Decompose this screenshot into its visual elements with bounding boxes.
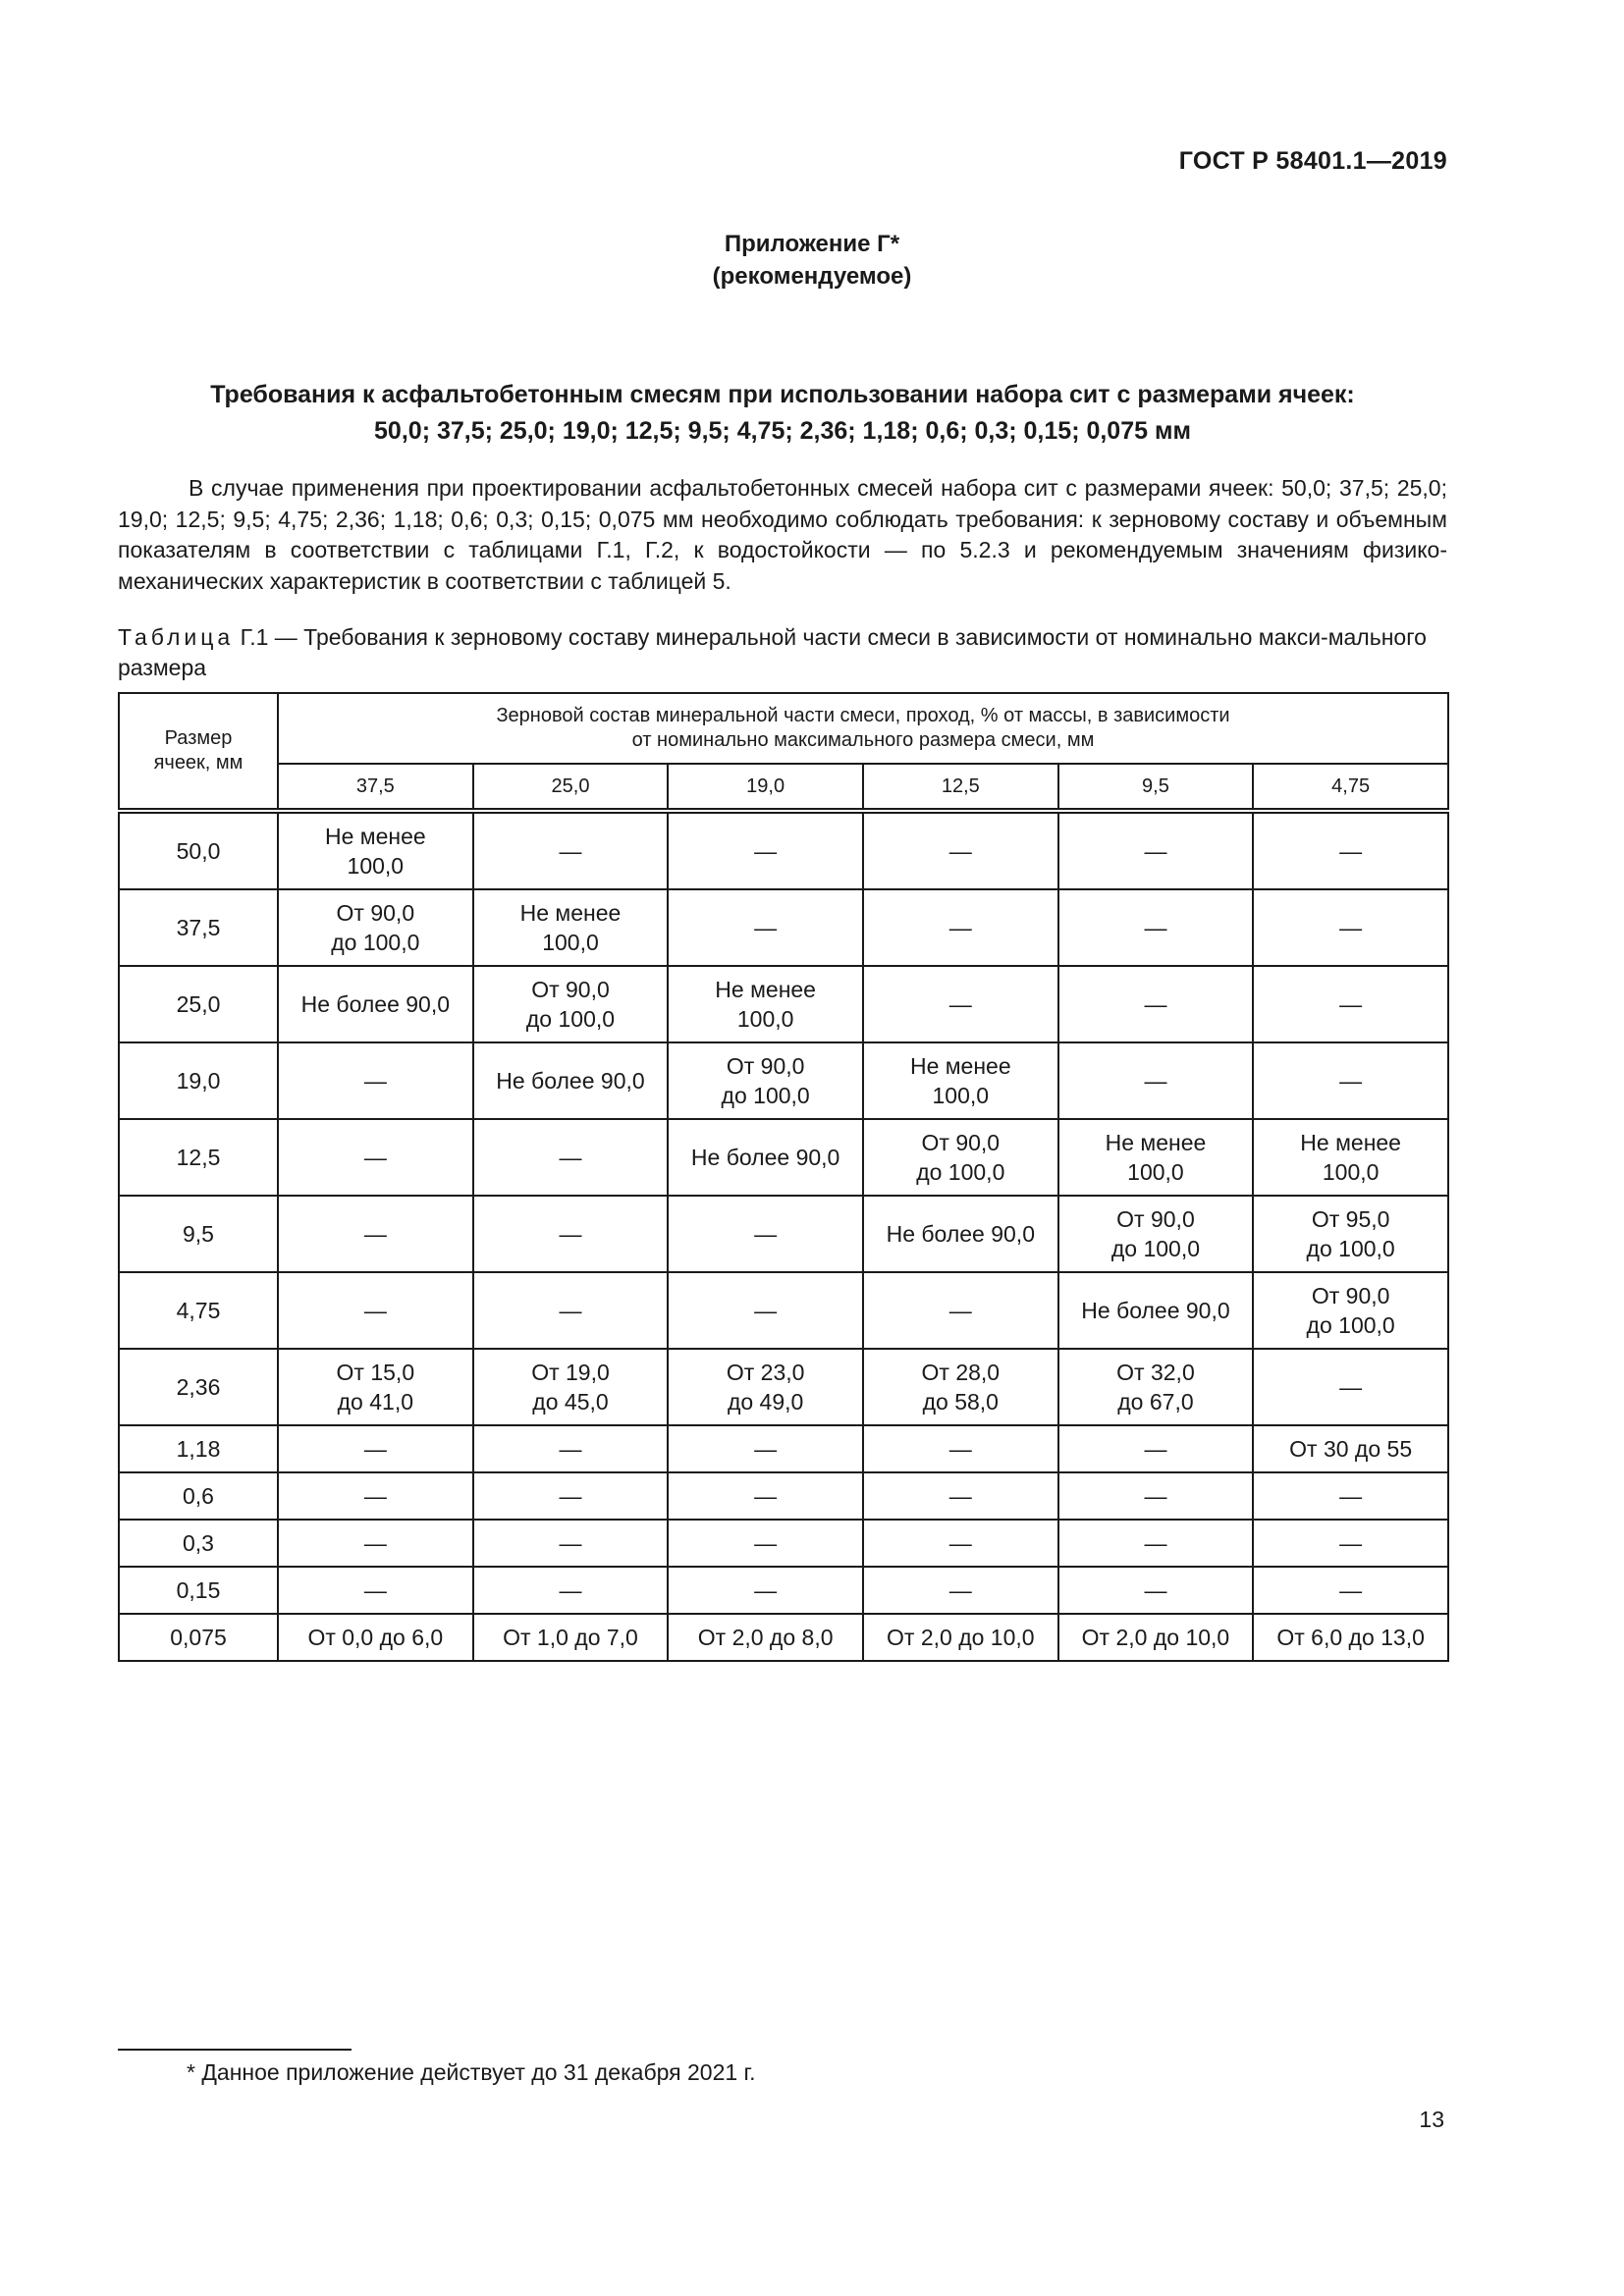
cell-line: От 2,0 до 10,0 xyxy=(1081,1625,1230,1650)
cell-line: — xyxy=(363,1577,387,1603)
cell-line: Не более 90,0 xyxy=(886,1221,1035,1247)
sieve-size-cell: 0,3 xyxy=(119,1520,278,1567)
cell-line: — xyxy=(1144,838,1167,864)
page-number: 13 xyxy=(1419,2107,1444,2132)
table-cell xyxy=(863,1349,1058,1425)
table-cell xyxy=(1058,1349,1254,1425)
cell-line: — xyxy=(1339,1068,1363,1094)
intro-paragraph: В случае применения при проектировании асфальтобетонных смесей набора сит с размерами ячеек: 50,0; 37,5; 25,0; 19,0; 12,5; 9,5; 4,75; 2,36; 1,18; 0,6; 0,3; 0,15; 0,075 мм необходимо соблюдать требования: к зерновому составу и объемным показателям в соответствии с таблицами Г.1, Г.2, к водостойкости — по 5.2.3 и рекомендуемым значениям физико-механических характеристик в соответствии с таблицей 5. xyxy=(118,475,1447,594)
cell-line: От 30 до 55 xyxy=(1289,1436,1413,1462)
table-cell xyxy=(863,1472,1058,1520)
table-cell xyxy=(1253,1520,1448,1567)
table-cell xyxy=(1058,889,1254,966)
cell-line: От 1,0 до 7,0 xyxy=(503,1625,638,1650)
table-cell xyxy=(668,1349,863,1425)
cell-line: Не более 90,0 xyxy=(496,1068,645,1094)
table-cell xyxy=(863,889,1058,966)
table-cell xyxy=(278,1425,473,1472)
sieve-size-cell: 1,18 xyxy=(119,1425,278,1472)
cell-line: 100,0 xyxy=(932,1083,990,1108)
cell-line: до 100,0 xyxy=(721,1083,810,1108)
table-cell xyxy=(473,1472,669,1520)
row-header-line: ячеек, мм xyxy=(153,752,244,774)
cell-line: — xyxy=(559,1530,582,1556)
table-cell xyxy=(668,889,863,966)
table-cell xyxy=(1253,1425,1448,1472)
table-row xyxy=(119,1349,1448,1425)
table-cell xyxy=(863,966,1058,1042)
table-cell xyxy=(278,1614,473,1661)
cell-line: Не менее xyxy=(909,1053,1011,1079)
column-header-cell: 4,75 xyxy=(1253,764,1448,811)
appendix-title-block xyxy=(0,228,1624,293)
cell-line: — xyxy=(754,1530,778,1556)
cell-line: — xyxy=(559,1145,582,1170)
cell-line: — xyxy=(559,1577,582,1603)
row-header-line: Размер xyxy=(164,727,233,749)
cell-line: до 100,0 xyxy=(331,930,420,955)
sieve-size-cell: 0,075 xyxy=(119,1614,278,1661)
cell-line: Не более 90,0 xyxy=(690,1145,840,1170)
cell-line: — xyxy=(754,915,778,940)
table-cell xyxy=(863,1042,1058,1119)
table-cell xyxy=(278,1567,473,1614)
sieve-size-cell: 0,15 xyxy=(119,1567,278,1614)
sieve-size-cell: 37,5 xyxy=(119,889,278,966)
cell-line: От 6,0 до 13,0 xyxy=(1276,1625,1425,1650)
sieve-size-cell: 2,36 xyxy=(119,1349,278,1425)
sieve-size-cell: 0,6 xyxy=(119,1472,278,1520)
table-cell xyxy=(1058,1042,1254,1119)
table-cell xyxy=(668,1042,863,1119)
table-cell xyxy=(473,1196,669,1272)
table-row xyxy=(119,889,1448,966)
cell-line: — xyxy=(754,1577,778,1603)
cell-line: — xyxy=(363,1145,387,1170)
cell-line: — xyxy=(559,1298,582,1323)
table-row xyxy=(119,1472,1448,1520)
table-row xyxy=(119,1614,1448,1661)
table-cell xyxy=(278,889,473,966)
cell-line: От 0,0 до 6,0 xyxy=(307,1625,444,1650)
cell-line: От 2,0 до 10,0 xyxy=(887,1625,1035,1650)
cell-line: — xyxy=(363,1298,387,1323)
table-cell xyxy=(473,1520,669,1567)
table-cell xyxy=(1253,1614,1448,1661)
table-row xyxy=(119,966,1448,1042)
cell-line: От 90,0 xyxy=(1116,1206,1195,1232)
table-cell xyxy=(1253,1196,1448,1272)
table-row xyxy=(119,1520,1448,1567)
table-row xyxy=(119,1272,1448,1349)
table-cell xyxy=(668,966,863,1042)
appendix-title: Приложение Г* xyxy=(724,231,900,257)
table-cell xyxy=(473,1119,669,1196)
cell-line: — xyxy=(559,838,582,864)
cell-line: до 58,0 xyxy=(922,1389,999,1415)
cell-line: — xyxy=(1144,1068,1167,1094)
cell-line: — xyxy=(754,1483,778,1509)
table-cell xyxy=(668,1272,863,1349)
table-cell xyxy=(863,1272,1058,1349)
cell-line: — xyxy=(948,915,972,940)
sieve-size-cell: 25,0 xyxy=(119,966,278,1042)
cell-line: От 15,0 xyxy=(336,1360,415,1385)
table-cell xyxy=(473,1272,669,1349)
cell-line: От 28,0 xyxy=(921,1360,1001,1385)
table-cell xyxy=(278,1349,473,1425)
cell-line: 100,0 xyxy=(1127,1159,1184,1185)
table-row xyxy=(119,811,1448,889)
table-cell xyxy=(668,1425,863,1472)
table-cell xyxy=(863,1520,1058,1567)
table-cell xyxy=(863,1119,1058,1196)
table-cell xyxy=(1058,1196,1254,1272)
group-header-cell xyxy=(278,693,1448,764)
cell-line: до 100,0 xyxy=(525,1006,616,1032)
table-cell xyxy=(668,1567,863,1614)
row-header-cell xyxy=(119,693,278,811)
cell-line: 100,0 xyxy=(736,1006,794,1032)
table-cell xyxy=(278,1520,473,1567)
cell-line: От 23,0 xyxy=(726,1360,805,1385)
cell-line: — xyxy=(363,1221,387,1247)
section-heading xyxy=(118,377,1447,450)
gradation-table xyxy=(118,692,1449,1662)
cell-line: 100,0 xyxy=(347,853,405,879)
cell-line: — xyxy=(1144,1530,1167,1556)
table-cell xyxy=(278,1472,473,1520)
column-header-cell: 12,5 xyxy=(863,764,1058,811)
table-cell xyxy=(278,1119,473,1196)
table-caption-text: Г.1 — Требования к зерновому составу минеральной части смеси в зависимости от номинально макси-мального размера xyxy=(118,624,1427,680)
cell-line: — xyxy=(1144,915,1167,940)
cell-line: — xyxy=(948,838,972,864)
table-row xyxy=(119,1119,1448,1196)
cell-line: — xyxy=(754,1436,778,1462)
cell-line: до 49,0 xyxy=(727,1389,804,1415)
document-code: ГОСТ Р 58401.1—2019 xyxy=(1178,147,1447,175)
sieve-size-cell: 9,5 xyxy=(119,1196,278,1272)
cell-line: — xyxy=(363,1483,387,1509)
table-cell xyxy=(1253,1272,1448,1349)
table-row xyxy=(119,1196,1448,1272)
cell-line: — xyxy=(754,838,778,864)
footnote-divider xyxy=(118,2049,352,2051)
table-cell xyxy=(863,1567,1058,1614)
table-cell xyxy=(1253,811,1448,889)
cell-line: — xyxy=(1144,1483,1167,1509)
table-cell xyxy=(278,811,473,889)
table-cell xyxy=(863,1425,1058,1472)
table-cell xyxy=(668,1472,863,1520)
cell-line: Не более 90,0 xyxy=(300,991,451,1017)
group-header-line: от номинально максимального размера смеси, мм xyxy=(631,729,1095,751)
table-cell xyxy=(473,1042,669,1119)
table-cell xyxy=(473,1614,669,1661)
cell-line: — xyxy=(559,1483,582,1509)
cell-line: — xyxy=(559,1436,582,1462)
cell-line: — xyxy=(1144,991,1167,1017)
cell-line: Не менее xyxy=(715,977,816,1002)
table-caption xyxy=(118,622,1447,683)
cell-line: — xyxy=(559,1221,582,1247)
table-cell xyxy=(473,1349,669,1425)
table-cell xyxy=(1253,966,1448,1042)
table-cell xyxy=(1253,1567,1448,1614)
table-cell xyxy=(668,1119,863,1196)
cell-line: Не менее xyxy=(1300,1130,1401,1155)
table-cell xyxy=(668,1520,863,1567)
cell-line: — xyxy=(1144,1436,1167,1462)
cell-line: Не менее xyxy=(519,900,622,926)
table-cell xyxy=(1058,1119,1254,1196)
cell-line: — xyxy=(948,1298,972,1323)
table-cell xyxy=(1058,1520,1254,1567)
sieve-size-cell: 50,0 xyxy=(119,811,278,889)
table-cell xyxy=(668,1614,863,1661)
cell-line: От 2,0 до 8,0 xyxy=(697,1625,834,1650)
table-cell xyxy=(668,811,863,889)
appendix-subtitle: (рекомендуемое) xyxy=(712,263,912,290)
cell-line: — xyxy=(948,1483,972,1509)
column-header-cell: 9,5 xyxy=(1058,764,1254,811)
table-cell xyxy=(1253,1349,1448,1425)
cell-line: до 41,0 xyxy=(337,1389,414,1415)
cell-line: — xyxy=(1339,838,1363,864)
table-cell xyxy=(278,1042,473,1119)
table-cell xyxy=(278,1196,473,1272)
table-cell xyxy=(1058,1614,1254,1661)
cell-line: — xyxy=(363,1530,387,1556)
table-cell xyxy=(863,811,1058,889)
cell-line: От 32,0 xyxy=(1116,1360,1195,1385)
table-cell xyxy=(863,1196,1058,1272)
cell-line: до 67,0 xyxy=(1117,1389,1194,1415)
cell-line: От 95,0 xyxy=(1311,1206,1390,1232)
cell-line: Не менее xyxy=(324,824,426,849)
table-cell xyxy=(1058,1425,1254,1472)
table-caption-label: Таблица xyxy=(118,624,235,650)
cell-line: до 100,0 xyxy=(1306,1312,1395,1338)
cell-line: От 90,0 xyxy=(336,900,415,926)
table-cell xyxy=(1253,1472,1448,1520)
cell-line: — xyxy=(948,991,972,1017)
table-cell xyxy=(1253,889,1448,966)
column-header-cell: 37,5 xyxy=(278,764,473,811)
footnote: * Данное приложение действует до 31 декабря 2021 г. xyxy=(187,2059,756,2085)
table-cell xyxy=(1253,1042,1448,1119)
table-cell xyxy=(473,1425,669,1472)
cell-line: — xyxy=(1339,1374,1363,1400)
cell-line: — xyxy=(1339,915,1363,940)
cell-line: — xyxy=(363,1068,387,1094)
table-cell xyxy=(1058,1567,1254,1614)
column-header-cell: 25,0 xyxy=(473,764,669,811)
cell-line: — xyxy=(1339,991,1363,1017)
cell-line: 100,0 xyxy=(542,930,599,955)
cell-line: — xyxy=(363,1436,387,1462)
cell-line: — xyxy=(754,1298,778,1323)
section-heading-line-1: Требования к асфальтобетонным смесям при использовании набора сит с размерами ячеек: xyxy=(210,381,1355,408)
cell-line: — xyxy=(948,1577,972,1603)
table-row xyxy=(119,1042,1448,1119)
table-cell xyxy=(1058,1472,1254,1520)
cell-line: Не менее xyxy=(1105,1130,1207,1155)
table-cell xyxy=(473,966,669,1042)
table-row xyxy=(119,1567,1448,1614)
cell-line: — xyxy=(1339,1577,1363,1603)
cell-line: 100,0 xyxy=(1322,1159,1380,1185)
cell-line: — xyxy=(1339,1530,1363,1556)
table-cell xyxy=(1058,1272,1254,1349)
table-cell xyxy=(1058,966,1254,1042)
cell-line: — xyxy=(1339,1483,1363,1509)
cell-line: От 90,0 xyxy=(726,1053,805,1079)
cell-line: От 19,0 xyxy=(531,1360,610,1385)
sieve-size-cell: 12,5 xyxy=(119,1119,278,1196)
table-cell xyxy=(1253,1119,1448,1196)
table-cell xyxy=(278,966,473,1042)
table-cell xyxy=(278,1272,473,1349)
table-cell xyxy=(473,889,669,966)
cell-line: — xyxy=(948,1530,972,1556)
cell-line: Не более 90,0 xyxy=(1081,1298,1230,1323)
cell-line: От 90,0 xyxy=(531,977,610,1002)
column-header-cell: 19,0 xyxy=(668,764,863,811)
table-cell xyxy=(1058,811,1254,889)
cell-line: — xyxy=(754,1221,778,1247)
sieve-size-cell: 4,75 xyxy=(119,1272,278,1349)
table-cell xyxy=(473,811,669,889)
cell-line: до 45,0 xyxy=(532,1389,609,1415)
cell-line: до 100,0 xyxy=(1110,1236,1201,1261)
cell-line: От 90,0 xyxy=(921,1130,1001,1155)
table-row xyxy=(119,1425,1448,1472)
cell-line: — xyxy=(948,1436,972,1462)
table-cell xyxy=(863,1614,1058,1661)
cell-line: до 100,0 xyxy=(1306,1236,1395,1261)
cell-line: до 100,0 xyxy=(916,1159,1005,1185)
table-cell xyxy=(668,1196,863,1272)
section-heading-line-2: 50,0; 37,5; 25,0; 19,0; 12,5; 9,5; 4,75; 2,36; 1,18; 0,6; 0,3; 0,15; 0,075 мм xyxy=(374,417,1191,445)
sieve-size-cell: 19,0 xyxy=(119,1042,278,1119)
group-header-line: Зерновой состав минеральной части смеси, проход, % от массы, в зависимости xyxy=(496,705,1230,726)
cell-line: — xyxy=(1144,1577,1167,1603)
table-cell xyxy=(473,1567,669,1614)
cell-line: От 90,0 xyxy=(1311,1283,1390,1308)
